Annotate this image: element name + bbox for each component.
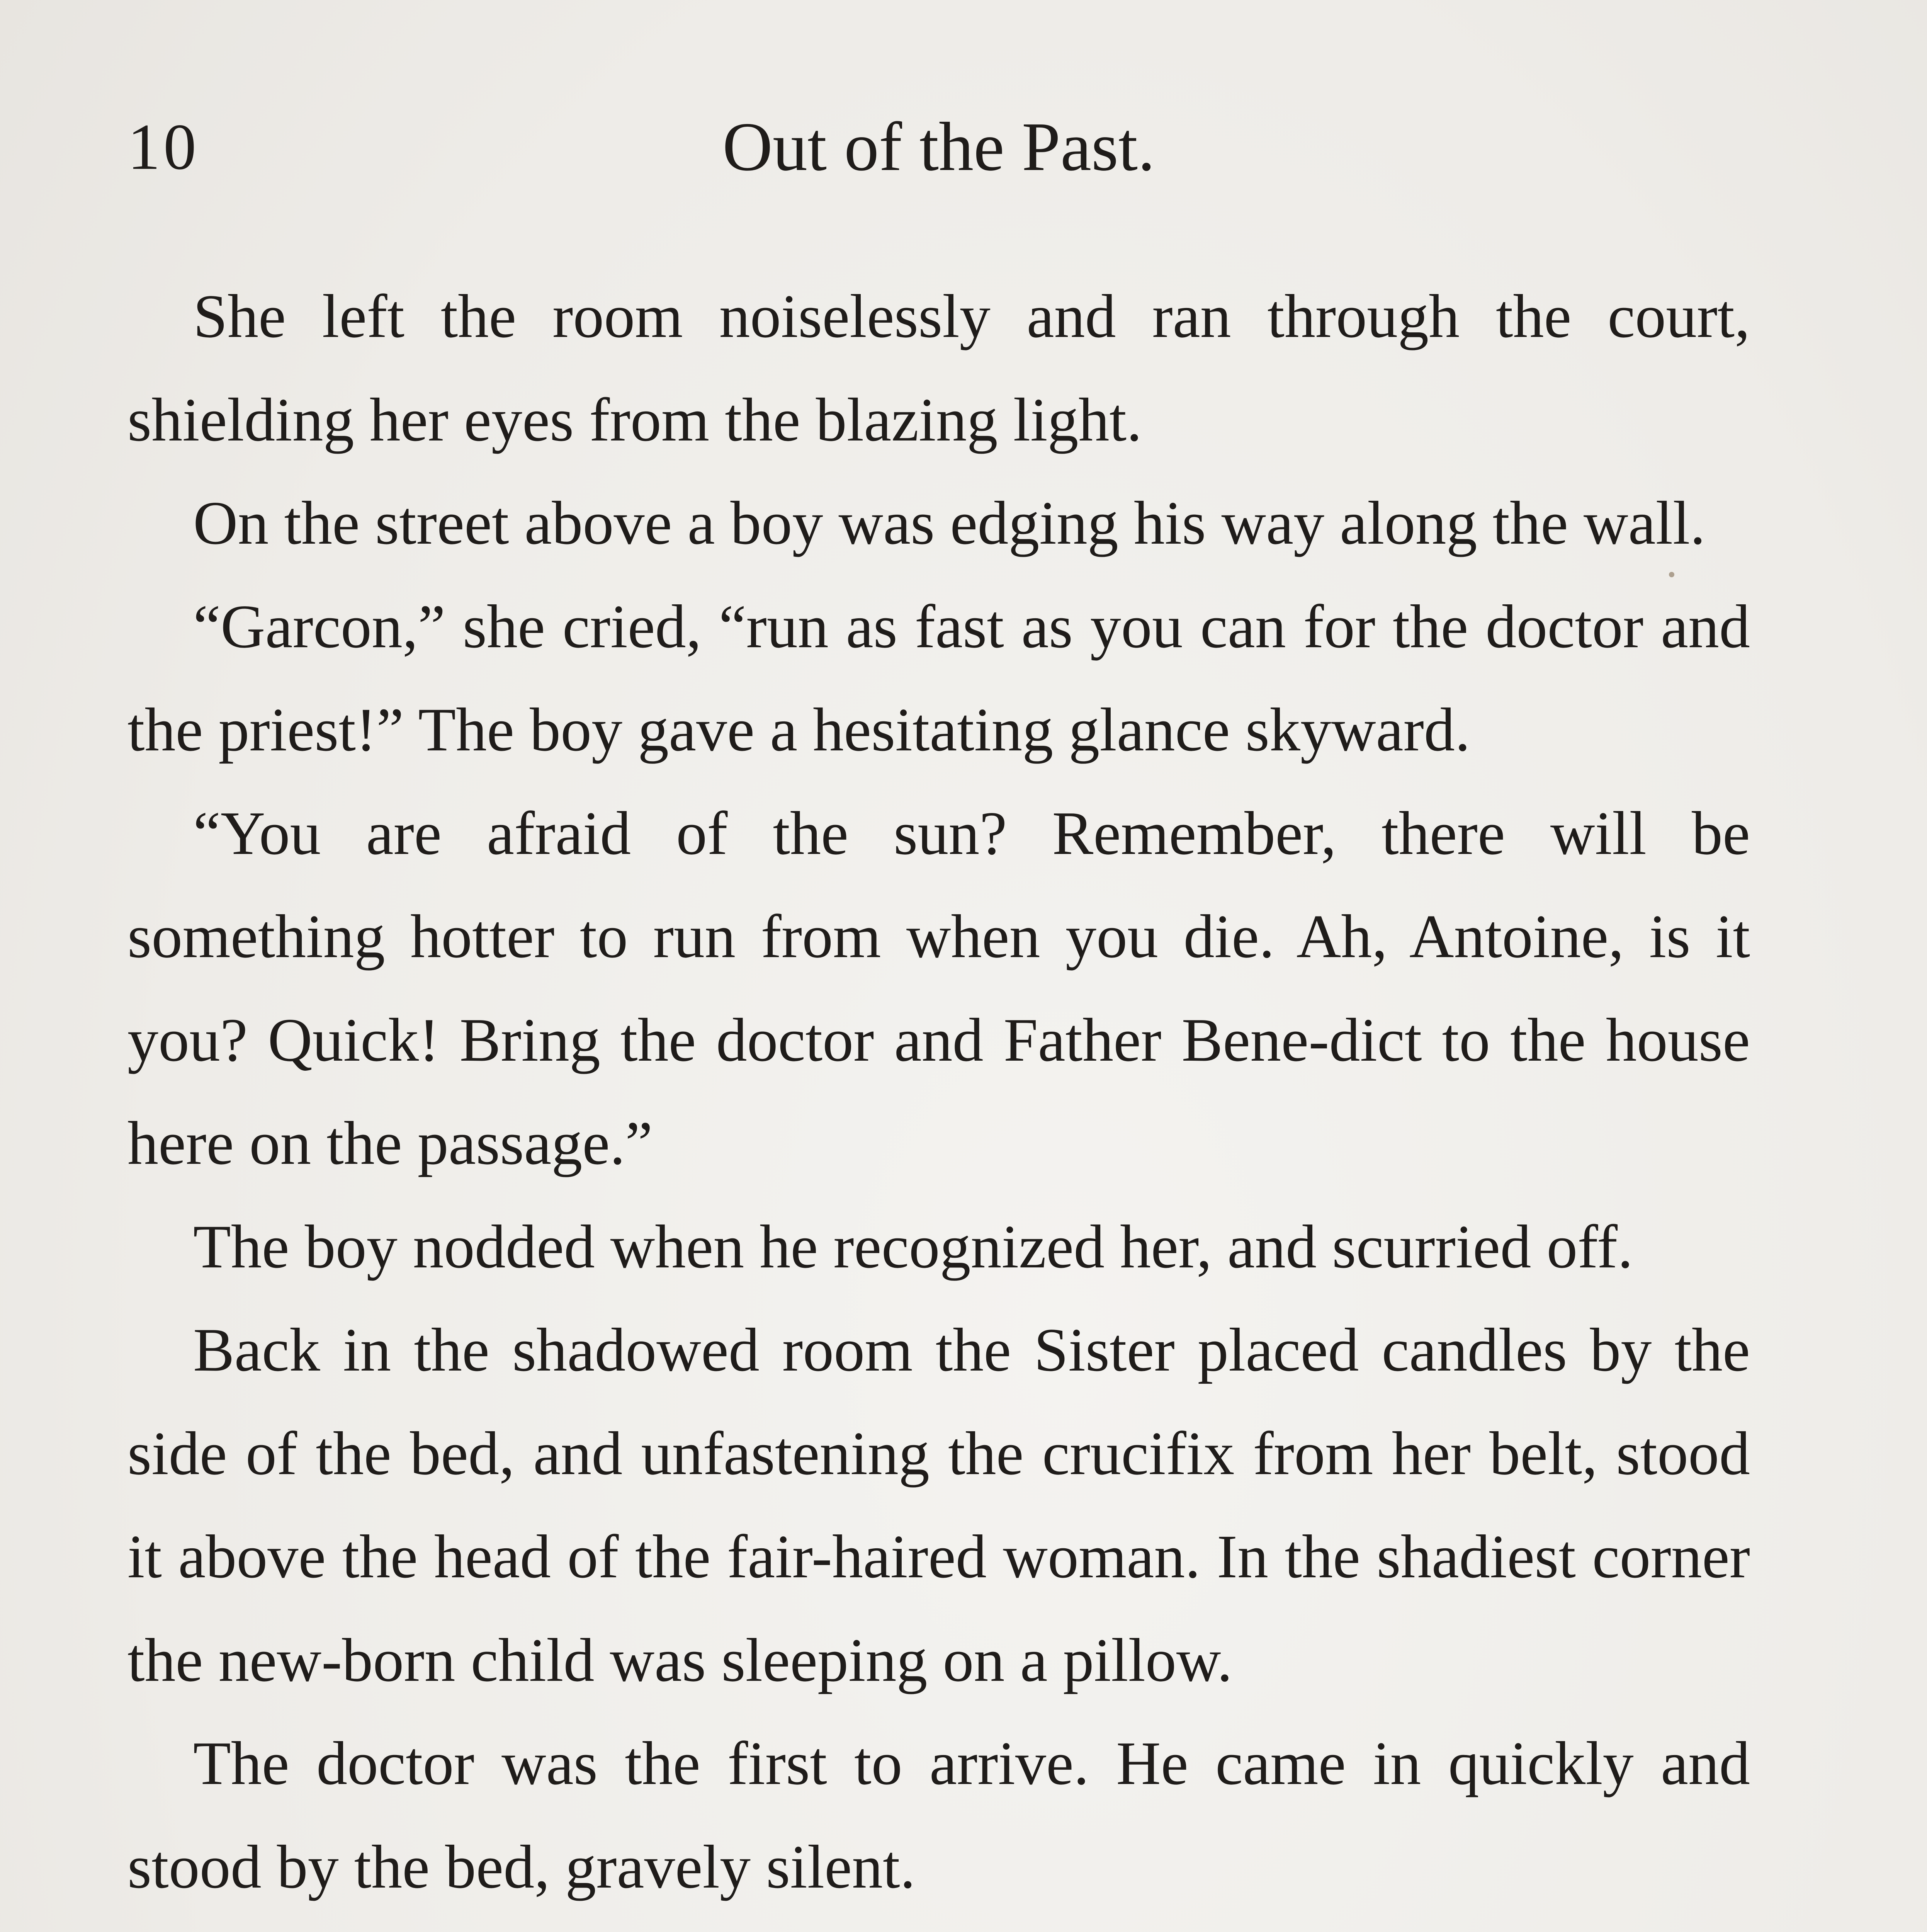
- paragraph: [127, 1918, 1750, 1932]
- body-text: [127, 265, 1750, 1932]
- paragraph: “You are afraid of the sun? Remember, there will be something hotter to run from when you die. Ah, Antoine, is it you? Quick! Bring the doctor and Father Bene-dict to the house here on the passage.”: [127, 798, 1750, 1177]
- paper-speck: [1669, 572, 1674, 577]
- page-header: [127, 108, 1750, 185]
- paragraph: “Garcon,” she cried, “run as fast as you can for the doctor and the priest!” The boy gave a hesitating glance skyward.: [127, 592, 1750, 764]
- page-number: 10: [127, 111, 199, 183]
- running-title: Out of the Past.: [722, 108, 1155, 185]
- paragraph: She left the room noiselessly and ran through the court, shielding her eyes from the blazing light.: [127, 282, 1750, 454]
- paragraph: The doctor was the first to arrive. He came in quickly and stood by the bed, gravely silent.: [127, 1729, 1750, 1901]
- paragraph: On the street above a boy was edging his way along the wall.: [193, 488, 1706, 557]
- paragraph: The boy nodded when he recognized her, and scurried off.: [193, 1212, 1633, 1281]
- paragraph: Back in the shadowed room the Sister placed candles by the side of the bed, and unfastening the crucifix from her belt, stood it above the head of the fair-haired woman. In the shadiest corner the new-born child was sleeping on a pillow.: [127, 1315, 1750, 1694]
